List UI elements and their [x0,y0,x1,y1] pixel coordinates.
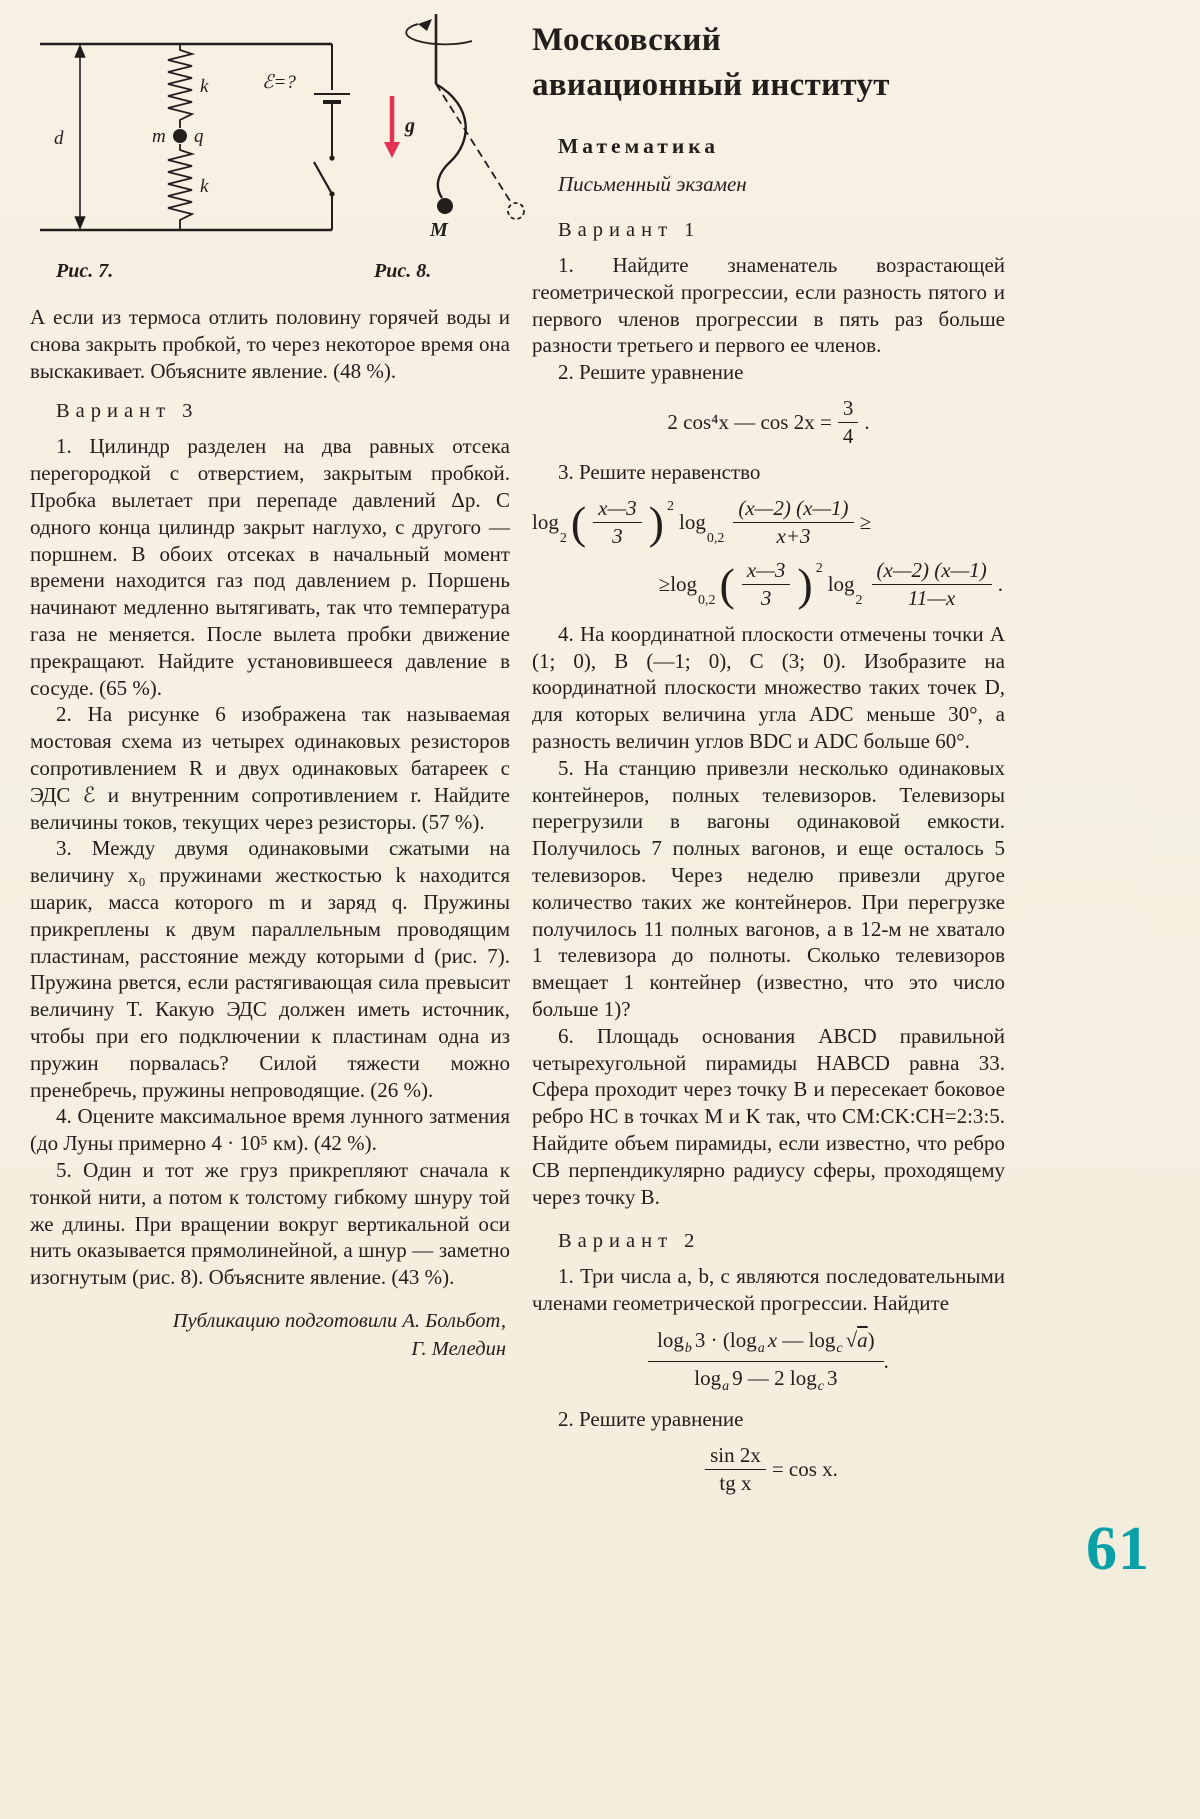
equation-period: . [864,409,870,434]
emf-branch [314,44,350,230]
title-line-1: Московский [532,22,722,58]
variant3-problem-5: 5. Один и тот же груз прикрепляют сначала к тонкой нити, а потом к толстому гибкому шнуру той же длины. При вращении вокруг вертикальной оси нить оказывается прямолинейной, а шнур — заметно изогнутым (рис. 8). Объясните явление. (43 %). [30,1157,510,1290]
gravity-arrow [384,96,400,158]
formula-text: 3 · (log [694,1327,757,1352]
fraction-numerator: x—3 [742,559,791,585]
credits-line-1: Публикацию подготовили А. Больбот, [172,1309,506,1332]
fraction-three-fourths [838,397,859,448]
log-base: c [817,1378,824,1394]
log-base: a [722,1378,730,1394]
log-base: a [757,1340,765,1356]
variant3-problem-2: 2. На рисунке 6 изображена так называемая мостовая схема из четырех одинаковых резисторов сопротивлением R и двух одинаковых батареек с ЭДС ℰ и внутренним сопротивлением r. Найдите величины токов, текущих через резисторы. (57 %). [30,702,510,834]
rotation-arrow-arc [406,24,472,44]
log-base: 2 [559,530,567,546]
log-fraction [648,1328,884,1395]
formula-text: — log [777,1327,836,1352]
variant1-problem-2-intro: 2. Решите уравнение [558,360,744,385]
greater-equal-sign: ≥ [859,509,872,534]
variant2-problem-1-intro: 1. Три числа a, b, c являются последовательными членами геометрической прогрессии. Найдите [532,1264,1005,1316]
label-m: m [152,126,166,147]
title-line-2: авиационный институт [532,67,890,103]
variant-2-heading: Вариант 2 [558,1230,701,1253]
spring-bottom [168,144,192,230]
distance-arrow [76,46,85,228]
figures-block [30,8,510,304]
variable-x: x [767,1327,778,1352]
greater-equal-sign: ≥ [658,571,671,596]
fraction-denominator: 11—x [907,585,956,610]
variant-3-heading: Вариант 3 [56,400,199,423]
label-k-bottom: k [200,176,209,197]
label-q: q [194,126,204,147]
credits-line-2: Г. Меледин [411,1337,506,1360]
label-emf: ℰ=? [262,72,296,93]
spring-top [168,44,192,128]
variant2-formula-2 [532,1444,1005,1495]
close-paren: ) [648,496,664,548]
thermos-problem-text: А если из термоса отлить половину горячей воды и снова закрыть пробкой, то через некоторое время она выскакивает. Объясните явление. (48 %). [30,305,510,383]
equation-cos [532,397,1005,448]
exam-type: Письменный экзамен [558,172,747,196]
fraction-denominator: 3 [612,523,623,548]
charged-ball [173,129,187,143]
variant3-problem-3: 3. Между двумя одинаковыми сжатыми на величину x₀ пружинами жесткостью k находится шарик, масса которого m и заряд q. Пружины прикреплены к двум параллельным проводящим пластинам, расстояние между которыми d (рис. 7). Пружина рвется, если растягивающая сила превысит величину T. Какую ЭДС должен иметь источник, чтобы при его подключении к пластинам одна из пружин порвалась? Силой тяжести можно пренебречь, пружины непроводящие. (26 %). [30,836,510,1102]
log-operator: log [827,571,855,596]
label-M: M [430,219,448,241]
straight-string-dashed [436,84,512,204]
inequality-period: . [997,571,1003,596]
log-base: c [836,1340,843,1356]
inequality-line-1 [532,497,1005,548]
formula-text: 9 — 2 log [732,1365,817,1390]
fraction-numerator [648,1328,884,1362]
subject-heading: Математика [558,134,720,158]
fraction-numerator: 3 [838,397,859,423]
rotation-arrowhead [418,19,432,31]
variant1-problem-1: 1. Найдите знаменатель возрастающей геометрической прогрессии, если разность пятого и первого членов прогрессии в пять раз больше разности третьего и первого ее членов. [532,253,1005,358]
variant-1-heading: Вариант 1 [558,219,701,241]
figure-7-circuit [30,16,354,248]
fraction-numerator: x—3 [593,497,642,523]
publication-credits [30,1307,510,1363]
exponent: 2 [667,498,674,514]
open-paren: ( [719,558,735,610]
switch-lever [314,162,332,194]
left-column [30,8,510,1363]
log-operator: log [657,1327,684,1352]
string-mass-ghost [508,203,524,219]
fraction-denominator: tg x [719,1470,752,1495]
radical-sign: √ [845,1327,858,1352]
log-operator: log [679,509,706,534]
variant1-problem-6: 6. Площадь основания ABCD правильной четырехугольной пирамиды HABCD равна 33. Сфера проходит через точку B и пересекает боковое ребро HC в точках M и K так, что CM:CK:CH=2:3:5. Найдите объем пирамиды, если известно, что ребро CB перпендикулярно радиусу сферы, проходящему через точку B. [532,1023,1005,1209]
fraction [742,559,791,610]
page-number: 61 [1086,1515,1150,1583]
close-paren: ) [797,558,813,610]
fraction-denominator: 4 [842,423,854,448]
variant1-problem-3-intro: 3. Решите неравенство [558,459,761,484]
switch-contact-bottom [329,191,334,196]
figure-8-caption: Рис. 8. [374,260,432,282]
fraction-numerator: (x—2) (x—1) [733,497,853,523]
variant3-problem-4: 4. Оцените максимальное время лунного затмения (до Луны примерно 4 · 10⁵ км). (42 %). [30,1104,510,1156]
equation-rhs: = cos x. [771,1456,838,1481]
formula-text: 3 [826,1365,838,1390]
fraction-numerator: sin 2x [705,1444,766,1470]
formula-period: . [883,1348,889,1373]
fraction-denominator [648,1362,884,1395]
log-base: 0,2 [706,530,725,546]
fraction-denominator: 3 [760,585,772,610]
cord-mass-ball [437,198,453,214]
figure-7-caption: Рис. 7. [56,260,114,282]
variant3-problem-1: 1. Цилиндр разделен на два равных отсека перегородкой с отверстием, закрытым пробкой. Пробка вылетает при перепаде давлений Δp. С одного конца цилиндр закрыт наглухо, с другого — поршнем. В обоих отсеках в начальный момент времени находится газ под давлением p. Поршень начинают медленно вытягивать, так что температура газа не меняется. После вылета пробки движение прекращают. Найдите установившееся давление в сосуде. (65 %). [30,434,510,700]
variant1-problem-4: 4. На координатной плоскости отмечены точки A (1; 0), B (—1; 0), C (3; 0). Изобразите на координатной плоскости множество таких точек D, для которых величина угла ADC меньше 30°, а разность величин углов BDC и ADC больше 60°. [532,621,1005,753]
bent-cord [436,84,466,198]
equation-lhs: 2 cos⁴x — cos 2x = [667,409,832,434]
log-operator: log [694,1365,722,1390]
formula-text: ) [867,1327,875,1352]
variant1-problem-5: 5. На станцию привезли несколько одинаковых контейнеров, полных телевизоров. Телевизоры перегрузили в вагоны одинаковой емкости. Получилось 7 полных вагонов, и еще осталось 5 телевизоров. Через неделю привезли другое количество таких же контейнеров. При перегрузке получилось 11 полных вагонов, а в 12-м не хватало 1 телевизора до полноты. Сколько телевизоров вмещает 1 контейнер (известно, что это число больше 1)? [532,755,1005,1021]
fraction [872,559,992,610]
right-column [532,18,1005,1506]
switch-contact-top [329,155,334,160]
variant2-formula-1 [532,1328,1005,1395]
label-g: g [405,115,415,137]
label-k-top: k [200,76,209,97]
fraction-numerator: (x—2) (x—1) [872,559,992,585]
inequality-line-2 [532,559,1005,610]
trig-fraction [705,1444,766,1495]
open-paren: ( [570,496,587,548]
log-operator: log [670,571,698,596]
radicand: a [857,1327,868,1352]
log-base: b [684,1340,692,1356]
label-d: d [54,128,64,149]
exponent: 2 [815,560,823,576]
log-base: 0,2 [698,592,716,608]
fraction [593,497,642,548]
institute-title [532,18,1005,108]
variant2-problem-2-intro: 2. Решите уравнение [558,1406,744,1431]
fraction-denominator: x+3 [776,523,811,548]
fraction [733,497,853,548]
log-operator: log [532,509,559,534]
log-base: 2 [855,592,863,608]
